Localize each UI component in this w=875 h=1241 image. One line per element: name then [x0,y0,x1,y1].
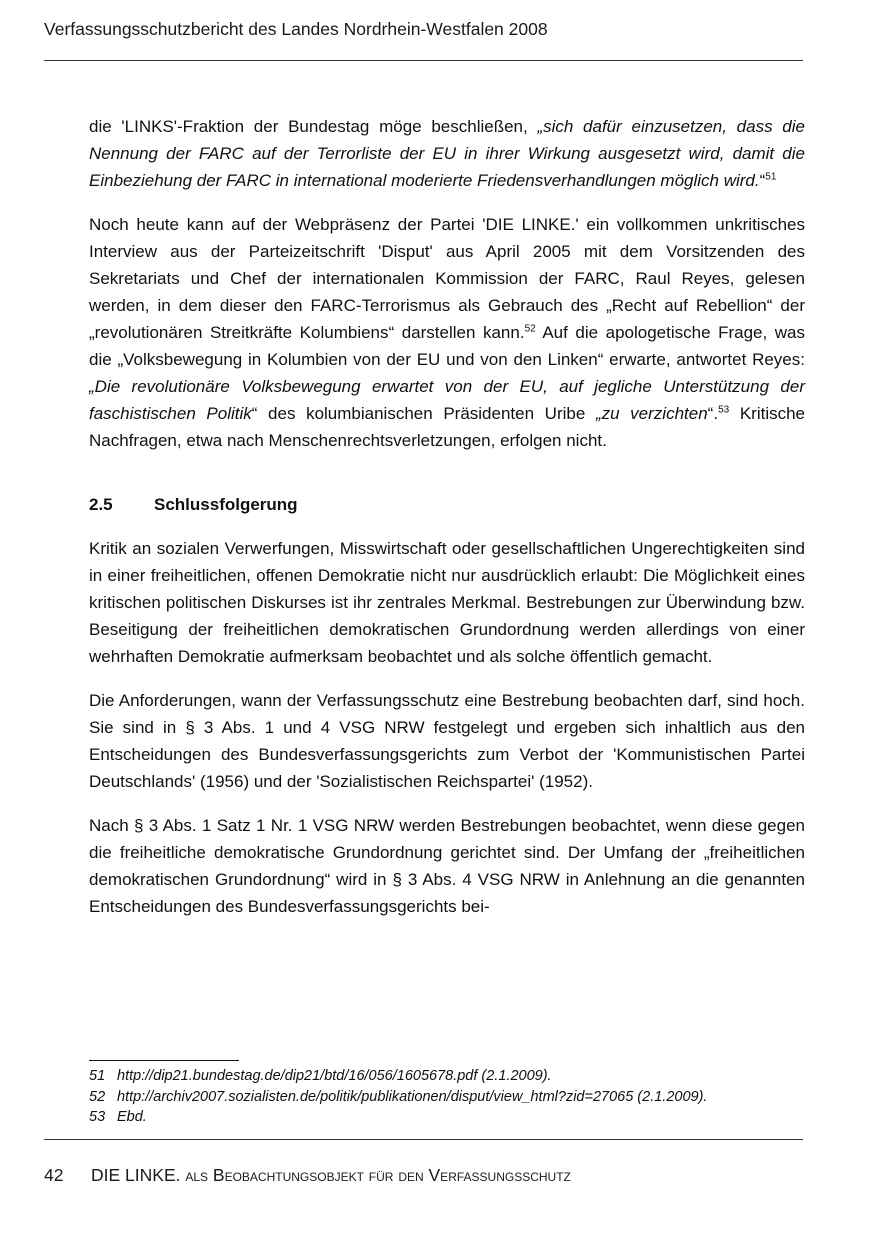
paragraph-3: Kritik an sozialen Verwerfungen, Misswirtschaft oder gesellschaftlichen Ungerechtigkeiten sind in einer freiheitlichen, offenen Demokratie nicht nur ausdrücklich erlaubt: Die Möglichkeit eines kritischen politischen Diskurses ist ihr zentrales Merkmal. Bestrebungen zur Überwindung bzw. Beseitigung der freiheitlichen demokratischen Grundordnung werden allerdings von einer wehrhaften Demokratie aufmerksam beobachtet und als solche öffentlich gemacht. [89,539,805,666]
footnote-rule [89,1060,239,1061]
footnote-text: Ebd. [117,1109,147,1125]
footer-rule [44,1139,803,1140]
footnotes [89,1066,805,1128]
section-heading [89,491,805,518]
header-rule [44,60,803,61]
footnote-ref-53: 53 [718,404,730,416]
section-number: 2.5 [89,495,113,514]
footnote-ref-52: 52 [524,323,536,335]
footnote [89,1107,805,1128]
section-title: Schlussfolgerung [154,495,298,514]
p1-quote-close: “ [759,171,766,190]
footnote [89,1087,805,1108]
footnote-ref-51: 51 [765,171,777,183]
p1-text: die 'LINKS'-Fraktion der Bundestag möge beschließen, [89,117,538,136]
p2-text-b: Auf die apologetische Frage, was die „Volksbewegung in Kolumbien von der EU und von den Linken“ erwarte, antwortet Reyes: [89,323,805,369]
p1-quote: „sich dafür einzusetzen, dass die Nennung der FARC auf der Terrorliste der EU in ihrer Wirkung ausgesetzt wird, damit die Einbeziehung der FARC in international moderierte Friedensverhandlungen möglich wird. [89,117,805,190]
paragraph-1 [89,113,805,194]
footnote-text: http://archiv2007.sozialisten.de/politik/publikationen/disput/view_html?zid=27065 (2.1.2009). [117,1088,708,1105]
p2-text-a: Noch heute kann auf der Webpräsenz der Partei 'DIE LINKE.' ein vollkommen unkritisches Interview aus der Parteizeitschrift 'Disput' aus April 2005 mit dem Vorsitzenden des Sekretariats und Chef der internationalen Kommission der FARC, Raul Reyes, gelesen werden, in dem dieser den FARC-Terrorismus als Gebrauch des „Recht auf Rebellion“ der „revolutionären Streitkräfte Kolumbiens“ darstellen kann. [89,215,805,342]
p2-text-g: Kritische Nachfragen, etwa nach Menschenrechtsverletzungen, erfolgen nicht. [89,404,805,450]
footnote-number: 51 [89,1068,106,1084]
running-header: Verfassungsschutzbericht des Landes Nordrhein-Westfalen 2008 [44,19,548,39]
p2-quote-a: „Die revolutionäre Volksbewegung erwartet von der EU, auf jegliche Unterstützung der faschistischen Politik [89,377,805,423]
footer-subtitle: als Beobachtungsobjekt für den Verfassungsschutz [185,1165,571,1185]
p2-quote-b: „zu verzichten [595,404,708,423]
p2-text-d: “ des kolumbianischen Präsidenten Uribe [251,404,596,423]
paragraph-4: Die Anforderungen, wann der Verfassungsschutz eine Bestrebung beobachten darf, sind hoch. Sie sind in § 3 Abs. 1 und 4 VSG NRW festgelegt und ergeben sich inhaltlich aus den Entscheidungen des Bundesverfassungsgerichts zum Verbot der 'Kommunistischen Partei Deutschlands' (1956) und der 'Sozialistischen Reichspartei' (1952). [89,691,805,791]
p2-text-f: “. [707,404,719,423]
footnote-number: 53 [89,1109,106,1125]
paragraph-2 [89,211,805,454]
running-footer [44,1165,571,1186]
paragraph-5: Nach § 3 Abs. 1 Satz 1 Nr. 1 VSG NRW werden Bestrebungen beobachtet, wenn diese gegen die freiheitliche demokratische Grundordnung gerichtet sind. Der Umfang der „freiheitlichen demokratischen Grundordnung“ wird in § 3 Abs. 4 VSG NRW in Anlehnung an die genannten Entscheidungen des Bundesverfassungsgerichts bei- [89,816,805,916]
footnote [89,1066,805,1087]
footnote-number: 52 [89,1088,106,1105]
page-body [89,113,805,937]
footnote-text: http://dip21.bundestag.de/dip21/btd/16/056/1605678.pdf (2.1.2009). [117,1068,552,1084]
page-number: 42 [44,1165,64,1185]
footer-title: DIE LINKE. [91,1165,181,1185]
